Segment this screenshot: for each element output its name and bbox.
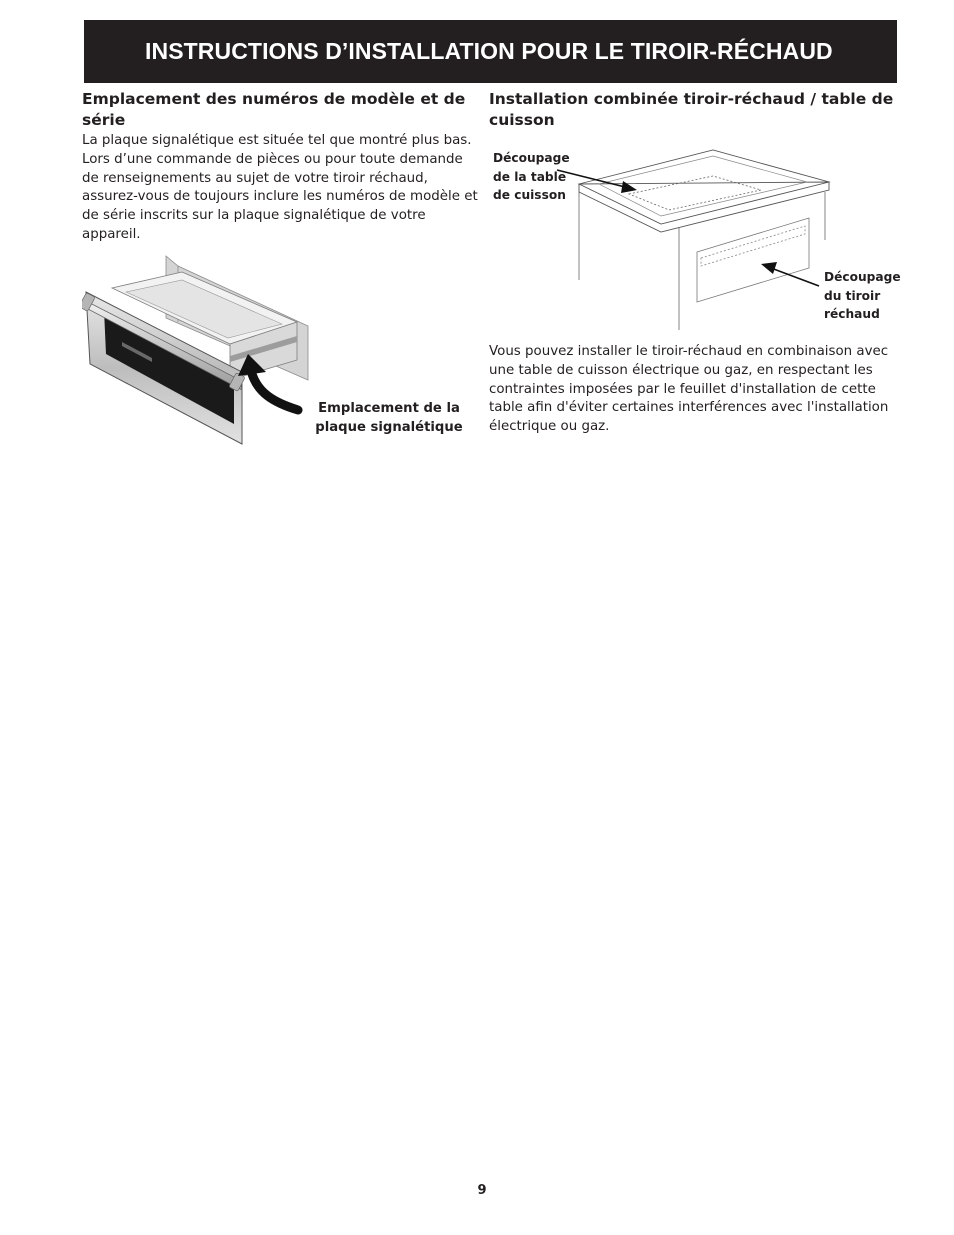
label-cooktop-cutout: Découpage de la table de cuisson — [493, 151, 570, 202]
combined-install-text: Vous pouvez installer le tiroir-réchaud en combinaison avec une table de cuisson électrique ou gaz, en respectant les contraintes imposées par le feuillet d'installation de cette table afin d'éviter certaines interférences avec l'installation électrique ou gaz. — [489, 344, 889, 435]
section-heading-model-serial: Emplacement des numéros de modèle et de série — [82, 90, 466, 129]
countertop — [579, 150, 829, 232]
caption-serial-plate: Emplacement de la plaque signalétique — [315, 401, 463, 435]
page-title: INSTRUCTIONS D’INSTALLATION POUR LE TIROIR-RÉCHAUD — [145, 38, 833, 64]
section-combined-install — [489, 89, 909, 131]
base-cabinet — [579, 192, 825, 330]
header-banner — [84, 20, 897, 83]
label-drawer-cutout: Découpage du tiroir réchaud — [824, 270, 901, 321]
section-heading-combined-install: Installation combinée tiroir-réchaud / table de cuisson — [489, 90, 894, 129]
section-body-model-serial: La plaque signalétique est située tel que montré plus bas. Lors d’une commande de pièces ou pour toute demande de renseignements au sujet de votre tiroir réchaud, assurez-vous de toujours inclure les numéros de modèle et de série inscrits sur la plaque signalétique de votre appareil. — [82, 133, 478, 242]
section-body-combined-install — [489, 342, 901, 437]
page-number: 9 — [477, 1183, 487, 1198]
section-model-serial — [82, 89, 480, 245]
